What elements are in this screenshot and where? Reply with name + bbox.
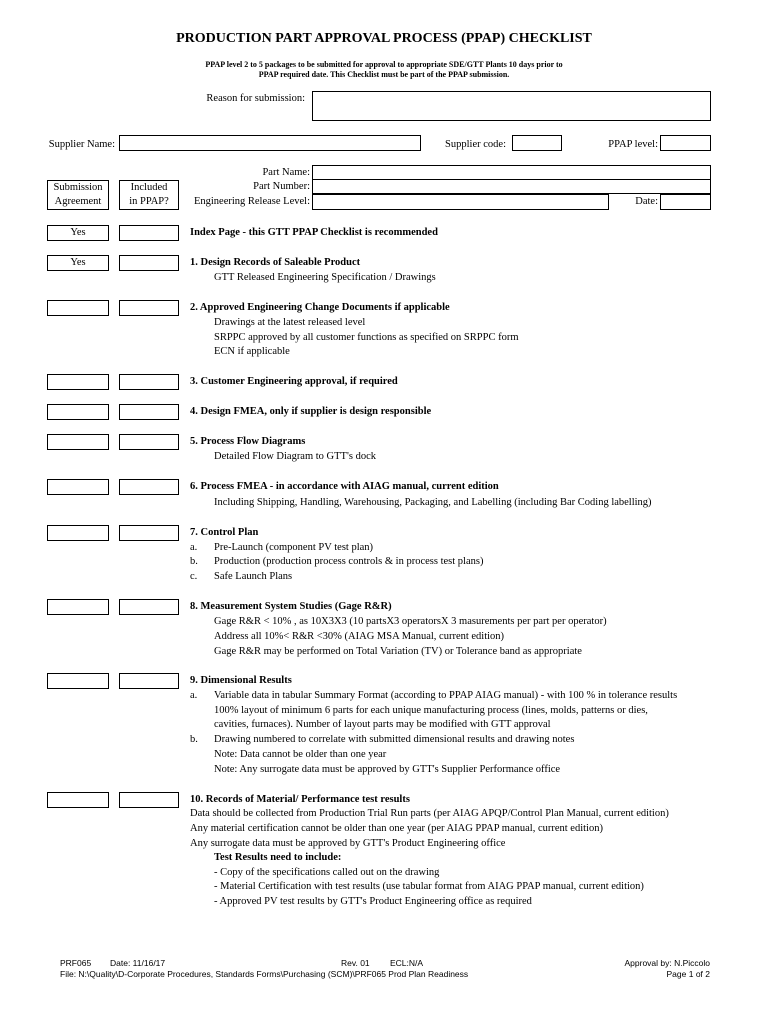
reason-field[interactable] — [312, 91, 711, 121]
item7-title: 7. Control Plan — [190, 527, 259, 538]
item7-detail-a: Pre-Launch (component PV test plan) — [214, 542, 374, 553]
item10-subheading: Test Results need to include: — [214, 852, 342, 863]
item10-detail-1: Data should be collected from Production Trial Run parts (per AIAG APQP/Control Plan Manual, current edition) — [190, 808, 669, 819]
supplier-code-label: Supplier code: — [445, 139, 506, 150]
item7-submission-box[interactable] — [47, 525, 109, 541]
item10-sub-2: - Material Certification with test results (use tabular format from AIAG PPAP manual, current edition) — [214, 881, 644, 892]
footer-file-path: File: N:\Quality\D-Corporate Procedures, Standards Forms\Purchasing (SCM)\PRF065 Prod Plan Readiness — [60, 969, 469, 979]
col1-line2: Agreement — [54, 196, 102, 207]
item10-detail-2: Any material certification cannot be older than one year (per AIAG PPAP manual, current edition) — [190, 823, 603, 834]
item6-title: 6. Process FMEA - in accordance with AIAG manual, current edition — [190, 481, 499, 492]
item5-submission-box[interactable] — [47, 434, 109, 450]
item10-detail-3: Any surrogate data must be approved by GTT's Product Engineering office — [190, 838, 506, 849]
item9-marker-a: a. — [190, 690, 198, 701]
supplier-name-label: Supplier Name: — [48, 139, 115, 150]
eng-release-label: Engineering Release Level: — [193, 196, 310, 207]
supplier-name-field[interactable] — [119, 135, 421, 151]
item1-submission-box[interactable]: Yes — [47, 255, 109, 271]
index-included-box[interactable] — [119, 225, 179, 241]
col1-line1: Submission — [53, 182, 103, 193]
footer-date: Date: 11/16/17 — [110, 958, 166, 968]
item10-submission-box[interactable] — [47, 792, 109, 808]
item2-title: 2. Approved Engineering Change Documents if applicable — [190, 302, 450, 313]
item1-detail: GTT Released Engineering Specification / Drawings — [214, 272, 436, 283]
col2-line2: in PPAP? — [129, 196, 169, 207]
item8-submission-box[interactable] — [47, 599, 109, 615]
reason-label: Reason for submission: — [206, 93, 305, 104]
item8-detail-2: Address all 10%< R&R <30% (AIAG MSA Manual, current edition) — [214, 631, 505, 642]
item4-submission-box[interactable] — [47, 404, 109, 420]
index-title: Index Page - this GTT PPAP Checklist is recommended — [190, 227, 438, 238]
submission-note-line2: PPAP required date. This Checklist must be part of the PPAP submission. — [258, 70, 510, 79]
item8-title: 8. Measurement System Studies (Gage R&R) — [190, 601, 392, 612]
footer-ecl: ECL:N/A — [390, 958, 424, 968]
item5-included-box[interactable] — [119, 434, 179, 450]
footer-page: Page 1 of 2 — [666, 969, 710, 979]
item9-included-box[interactable] — [119, 673, 179, 689]
item7-included-box[interactable] — [119, 525, 179, 541]
item8-included-box[interactable] — [119, 599, 179, 615]
submission-agreement-header — [47, 180, 109, 210]
item6-submission-box[interactable] — [47, 479, 109, 495]
item1-title: 1. Design Records of Saleable Product — [190, 257, 361, 268]
item8-detail-3: Gage R&R may be performed on Total Variation (TV) or Tolerance band as appropriate — [214, 646, 582, 657]
footer-rev: Rev. 01 — [341, 958, 370, 968]
item6-detail: Including Shipping, Handling, Warehousing, Packaging, and Labelling (including Bar Coding labelling) — [214, 497, 652, 508]
item8-detail-1: Gage R&R < 10% , as 10X3X3 (10 partsX3 operatorsX 3 masurements per part per operator) — [214, 616, 607, 627]
item10-sub-3: - Approved PV test results by GTT's Product Engineering office as required — [214, 896, 532, 907]
item9-detail-1: Variable data in tabular Summary Format (according to PPAP AIAG manual) - with 100 % in tolerance results — [214, 690, 678, 701]
submission-note-line1: PPAP level 2 to 5 packages to be submitted for approval to appropriate SDE/GTT Plants 10 days prior to — [205, 60, 563, 69]
ppap-level-field[interactable] — [660, 135, 711, 151]
item9-title: 9. Dimensional Results — [190, 675, 292, 686]
item5-title: 5. Process Flow Diagrams — [190, 436, 306, 447]
item7-marker-a: a. — [190, 542, 198, 553]
date-label: Date: — [635, 196, 658, 207]
item4-included-box[interactable] — [119, 404, 179, 420]
item4-title: 4. Design FMEA, only if supplier is design responsible — [190, 406, 432, 417]
item9-marker-b: b. — [190, 734, 198, 745]
item7-marker-b: b. — [190, 556, 198, 567]
eng-release-field[interactable] — [312, 194, 609, 210]
ppap-level-label: PPAP level: — [608, 139, 658, 150]
item2-detail-1: Drawings at the latest released level — [214, 317, 366, 328]
item7-detail-b: Production (production process controls & in process test plans) — [214, 556, 484, 567]
item9-detail-6: Note: Any surrogate data must be approved by GTT's Supplier Performance office — [214, 764, 561, 775]
item3-submission-box[interactable] — [47, 374, 109, 390]
date-field[interactable] — [660, 194, 711, 210]
item9-detail-2: 100% layout of minimum 6 parts for each unique manufacturing process (lines, molds, patterns or dies, — [214, 705, 648, 716]
item10-included-box[interactable] — [119, 792, 179, 808]
part-name-field[interactable] — [312, 165, 711, 180]
item7-detail-c: Safe Launch Plans — [214, 571, 293, 582]
item5-detail: Detailed Flow Diagram to GTT's dock — [214, 451, 376, 462]
item2-included-box[interactable] — [119, 300, 179, 316]
item2-detail-3: ECN if applicable — [214, 346, 290, 357]
item9-detail-3: cavities, furnaces). Number of layout parts may be modified with GTT approval — [214, 719, 551, 730]
item2-detail-2: SRPPC approved by all customer functions as specified on SRPPC form — [214, 332, 519, 343]
part-name-label: Part Name: — [262, 167, 310, 178]
part-number-field[interactable] — [312, 179, 711, 194]
item9-submission-box[interactable] — [47, 673, 109, 689]
item10-title: 10. Records of Material/ Performance test results — [190, 794, 410, 805]
item10-sub-1: - Copy of the specifications called out on the drawing — [214, 867, 440, 878]
item3-included-box[interactable] — [119, 374, 179, 390]
page-title: PRODUCTION PART APPROVAL PROCESS (PPAP) CHECKLIST — [176, 31, 592, 46]
item2-submission-box[interactable] — [47, 300, 109, 316]
part-number-label: Part Number: — [253, 181, 310, 192]
item6-included-box[interactable] — [119, 479, 179, 495]
footer-doc: PRF065 — [60, 958, 92, 968]
index-submission-box[interactable]: Yes — [47, 225, 109, 241]
item3-title: 3. Customer Engineering approval, if required — [190, 376, 398, 387]
included-in-ppap-header — [119, 180, 179, 210]
item9-detail-4: Drawing numbered to correlate with submitted dimensional results and drawing notes — [214, 734, 575, 745]
item1-included-box[interactable] — [119, 255, 179, 271]
supplier-code-field[interactable] — [512, 135, 562, 151]
item7-marker-c: c. — [190, 571, 198, 582]
item9-detail-5: Note: Data cannot be older than one year — [214, 749, 387, 760]
col2-line1: Included — [130, 182, 168, 193]
footer-approval: Approval by: N.Piccolo — [624, 958, 710, 968]
